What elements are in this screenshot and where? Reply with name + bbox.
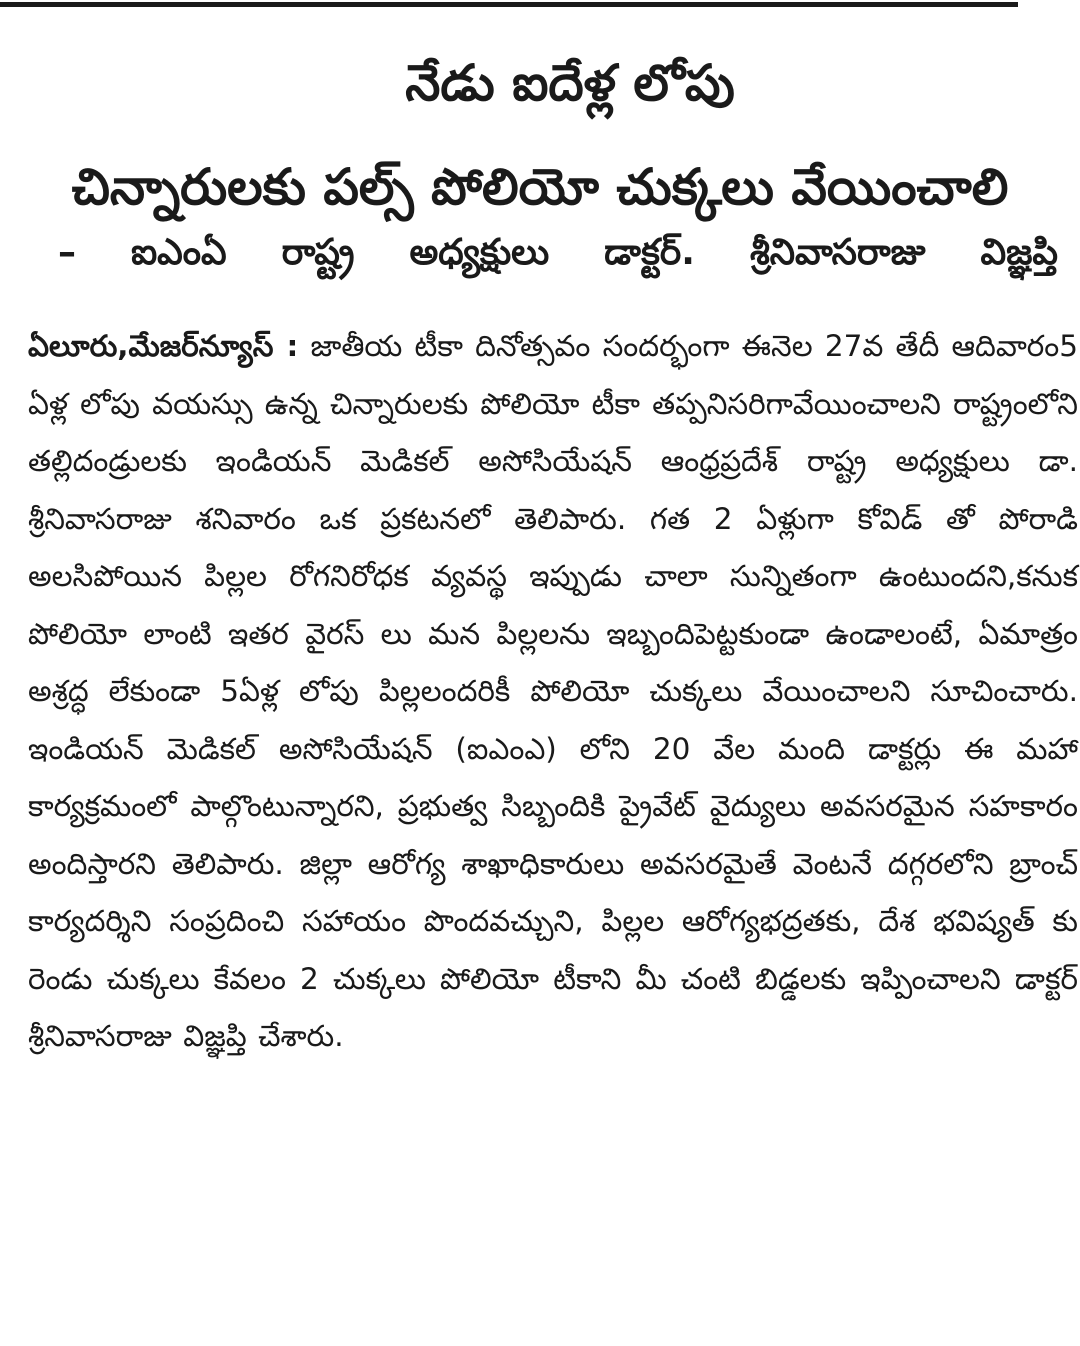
article-body-text: జాతీయ టీకా దినోత్సవం సందర్భంగా ఈనెల 27వ తేదీ ఆదివారం5 ఏళ్ల లోపు వయస్సు ఉన్న చిన్నారులకు పోలియో టీకా తప్పనిసరిగావేయించాలని రాష్ట్రంలోని తల్లిదండ్రులకు ఇండియన్ మెడికల్ అసోసియేషన్ ఆంధ్రప్రదేశ్ రాష్ట్ర అధ్యక్షులు డా. శ్రీనివాసరాజు శనివారం ఒక ప్రకటనలో తెలిపారు. గత 2 ఏళ్లుగా కోవిడ్ తో పోరాడి అలసిపోయిన పిల్లల రోగనిరోధక వ్యవస్థ ఇప్పుడు చాలా సున్నితంగా ఉంటుందని,కనుక పోలియో లాంటి ఇతర వైరస్ లు మన పిల్లలను ఇబ్బందిపెట్టకుండా ఉండాలంటే, ఏమాత్రం అశ్రద్ధ లేకుండా 5ఏళ్ల లోపు పిల్లలందరికీ పోలియో చుక్కలు వేయించాలని సూచించారు. ఇండియన్ మెడికల్ అసోసియేషన్ (ఐఎంఎ) లోని 20 వేల మంది డాక్టర్లు ఈ మహా కార్యక్రమంలో పాల్గొంటున్నారని, ప్రభుత్వ సిబ్బందికి ప్రైవేట్ వైద్యులు అవసరమైన సహకారం అందిస్తారని తెలిపారు. జిల్లా ఆరోగ్య శాఖాధికారులు అవసరమైతే వెంటనే దగ్గరలోని బ్రాంచ్ కార్యదర్శిని సంప్రదించి సహాయం పొందవచ్చుని, పిల్లల ఆరోగ్యభద్రతకు, దేశ భవిష్యత్ కు రెండు చుక్కలు కేవలం 2 చుక్కలు పోలియో టీకాని మీ చంటి బిడ్డలకు ఇప్పించాలని డాక్టర్ శ్రీనివాసరాజు విజ్ఞప్తి చేశారు. [28, 329, 1078, 1053]
top-rule [0, 2, 1018, 7]
article-body [28, 318, 1078, 1066]
headline-line-2: చిన్నారులకు పల్స్ పోలియో చుక్కలు వేయించాలి [71, 158, 1009, 216]
subheadline: – ఐఎంఏ రాష్ట్ర అధ్యక్షులు డాక్టర్. శ్రీనివాసరాజు విజ్ఞప్తి [58, 232, 1058, 273]
headline-line-1: నేడు ఐదేళ్ల లోపు [405, 54, 735, 112]
dateline: ఏలూరు,మేజర్‌న్యూస్ : [28, 329, 299, 363]
